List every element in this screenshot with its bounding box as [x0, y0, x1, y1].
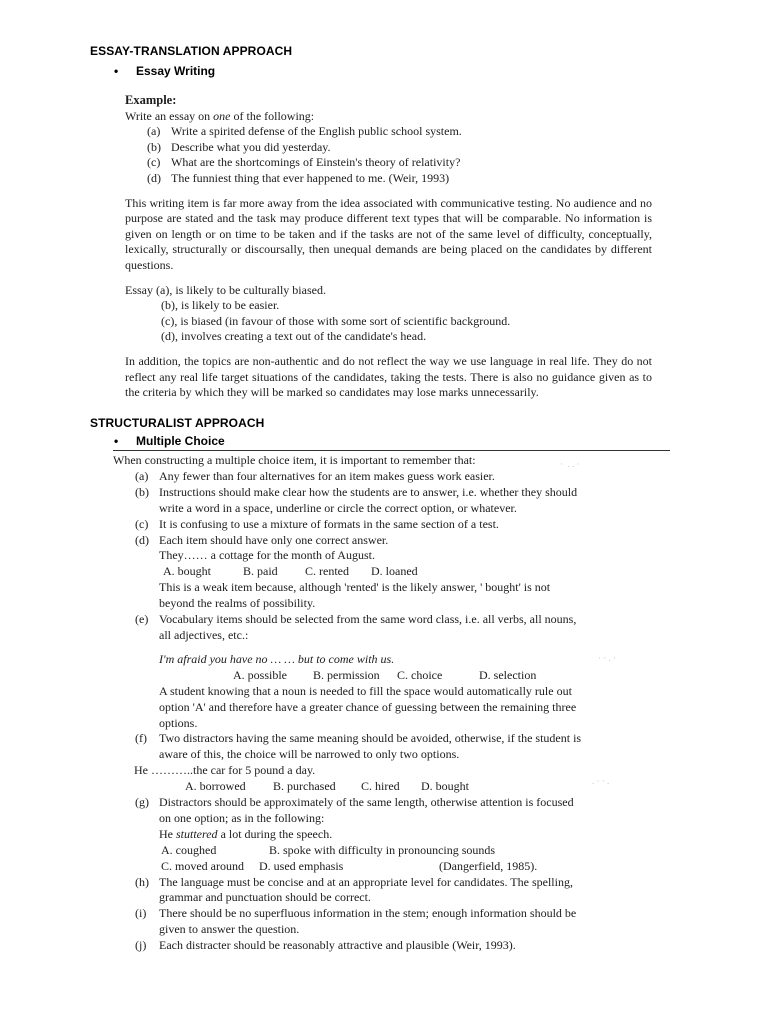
option-c: C. moved around — [161, 858, 244, 873]
mc-rule-d-comment-cont: beyond the realms of possibility. — [159, 596, 316, 611]
section-heading-structuralist: STRUCTURALIST APPROACH — [90, 416, 265, 430]
mc-rule-g-options-row2 — [113, 859, 648, 875]
bullet-dot-icon: • — [114, 434, 119, 448]
essay-bias-line-b: (b), is likely to be easier. — [161, 298, 280, 313]
bullet-essay-writing — [114, 64, 215, 78]
mc-rule-f-options — [113, 779, 648, 795]
section-heading-essay-translation: ESSAY-TRANSLATION APPROACH — [90, 44, 293, 58]
option-a: A. possible — [233, 667, 287, 682]
mc-rule-d-comment: This is a weak item because, although 'rented' is the likely answer, ' bought' is not — [159, 580, 551, 595]
option-c: C. rented — [305, 564, 349, 579]
mc-rule-g: (g) Distractors should be approximately of the same length, otherwise attention is focused — [135, 795, 574, 810]
scanned-multiple-choice-guidelines — [113, 453, 648, 954]
mc-rule-e-comment-end: options. — [159, 715, 198, 730]
mc-rule-f-stem: He ………..the car for 5 pound a day. — [134, 763, 316, 778]
bleed-through-marks: · · . · — [598, 653, 616, 663]
mc-rule-h-cont: grammar and punctuation should be correct. — [159, 890, 371, 905]
mc-rule-e-cont: all adjectives, etc.: — [159, 627, 249, 642]
mc-intro: When constructing a multiple choice item, it is important to remember that: — [113, 453, 476, 467]
mc-rule-a: (a) Any fewer than four alternatives for an item makes guess work easier. — [135, 468, 495, 483]
essay-option-c: (c) What are the shortcomings of Einstein's theory of relativity? — [147, 155, 461, 170]
scanned-essay-example — [125, 93, 652, 401]
essay-instruction: Write an essay on one of the following: — [125, 108, 315, 123]
mc-rule-d-stem: They…… a cottage for the month of August. — [159, 548, 375, 563]
mc-rule-j: (j) Each distracter should be reasonably attractive and plausible (Weir, 1993). — [135, 938, 516, 953]
option-c: C. hired — [361, 779, 400, 794]
example-label: Example: — [125, 93, 177, 107]
essay-addition-paragraph: In addition, the topics are non-authentic and do not reflect the way we use language in real life. They do not reflect any real life target situations of the candidates, taking the tests. There is also no guidance given as to the criteria by which they will be marked so candidates may lose marks unnecessarily. — [125, 353, 652, 400]
mc-rule-e-stem: I'm afraid you have no … … but to come with us. — [159, 651, 395, 666]
mc-rule-i: (i) There should be no superfluous information in the stem; enough information should be — [135, 906, 577, 921]
option-a: A. borrowed — [185, 779, 246, 794]
essay-bias-line-c: (c), is biased (in favour of those with some sort of scientific background. — [161, 313, 511, 328]
mc-rule-b: (b) Instructions should make clear how the students are to answer, i.e. whether they should — [135, 484, 578, 499]
divider-line — [113, 450, 670, 451]
bullet-multiple-choice — [114, 434, 225, 448]
option-d: D. selection — [479, 667, 537, 682]
mc-rule-d: (d) Each item should have only one correct answer. — [135, 532, 389, 547]
citation: (Dangerfield, 1985). — [439, 858, 538, 873]
essay-option-a: (a) Write a spirited defense of the English public school system. — [147, 124, 462, 139]
option-d: D. loaned — [371, 564, 418, 579]
essay-bias-line-d: (d), involves creating a text out of the candidate's head. — [161, 329, 427, 344]
mc-rule-i-cont: given to answer the question. — [159, 922, 300, 937]
option-b: B. permission — [313, 667, 380, 682]
option-b: B. paid — [243, 564, 278, 579]
option-a: A. coughed — [161, 842, 217, 857]
mc-rule-d-options — [113, 564, 648, 580]
option-d: D. used emphasis — [259, 858, 344, 873]
bleed-through-marks: · . . · — [560, 459, 580, 469]
option-a: A. bought — [163, 564, 211, 579]
mc-rule-e-options — [113, 668, 648, 684]
option-c: C. choice — [397, 667, 443, 682]
mc-rule-e-comment: A student knowing that a noun is needed to fill the space would automatically rule out — [159, 683, 572, 698]
essay-critique-paragraph: This writing item is far more away from the idea associated with communicative testing. No audience and no purpose are stated and the task may produce different text types that will be comparable. No information is given on length or on time to be taken and if the tasks are not of the same level of difficulty, conceptually, lexically, structurally or discoursally, then unequal demands are being placed on the candidates by different questions. — [125, 195, 652, 272]
essay-option-d: (d) The funniest thing that ever happened to me. (Weir, 1993) — [147, 170, 450, 185]
option-b: B. purchased — [273, 779, 336, 794]
bullet-label: Multiple Choice — [136, 434, 225, 448]
mc-rule-f-cont: aware of this, the choice will be narrowed to only two options. — [159, 747, 460, 762]
mc-rule-b-cont: write a word in a space, underline or circle the correct option, or whatever. — [159, 500, 517, 515]
mc-rule-g-options-row1 — [113, 843, 648, 859]
bleed-through-marks: . · · . — [592, 776, 610, 786]
mc-rule-f: (f) Two distractors having the same meaning should be avoided, otherwise, if the student is — [135, 731, 582, 746]
mc-rule-h: (h) The language must be concise and at an appropriate level for candidates. The spelling, — [135, 874, 573, 889]
mc-rule-c: (c) It is confusing to use a mixture of formats in the same section of a test. — [135, 516, 499, 531]
mc-rule-g-cont: on one option; as in the following: — [159, 810, 325, 825]
essay-bias-line-a: Essay (a), is likely to be culturally biased. — [125, 282, 326, 297]
mc-rule-e-comment-cont: option 'A' and therefore have a greater chance of guessing between the remaining three — [159, 699, 577, 714]
bullet-dot-icon: • — [114, 64, 119, 78]
mc-rule-e: (e) Vocabulary items should be selected from the same word class, i.e. all verbs, all nouns, — [135, 612, 577, 627]
option-d: D. bought — [421, 779, 469, 794]
essay-option-b: (b) Describe what you did yesterday. — [147, 139, 331, 154]
mc-rule-g-stem: He stuttered a lot during the speech. — [159, 826, 333, 841]
option-b: B. spoke with difficulty in pronouncing sounds — [269, 842, 496, 857]
bullet-label: Essay Writing — [136, 64, 216, 78]
